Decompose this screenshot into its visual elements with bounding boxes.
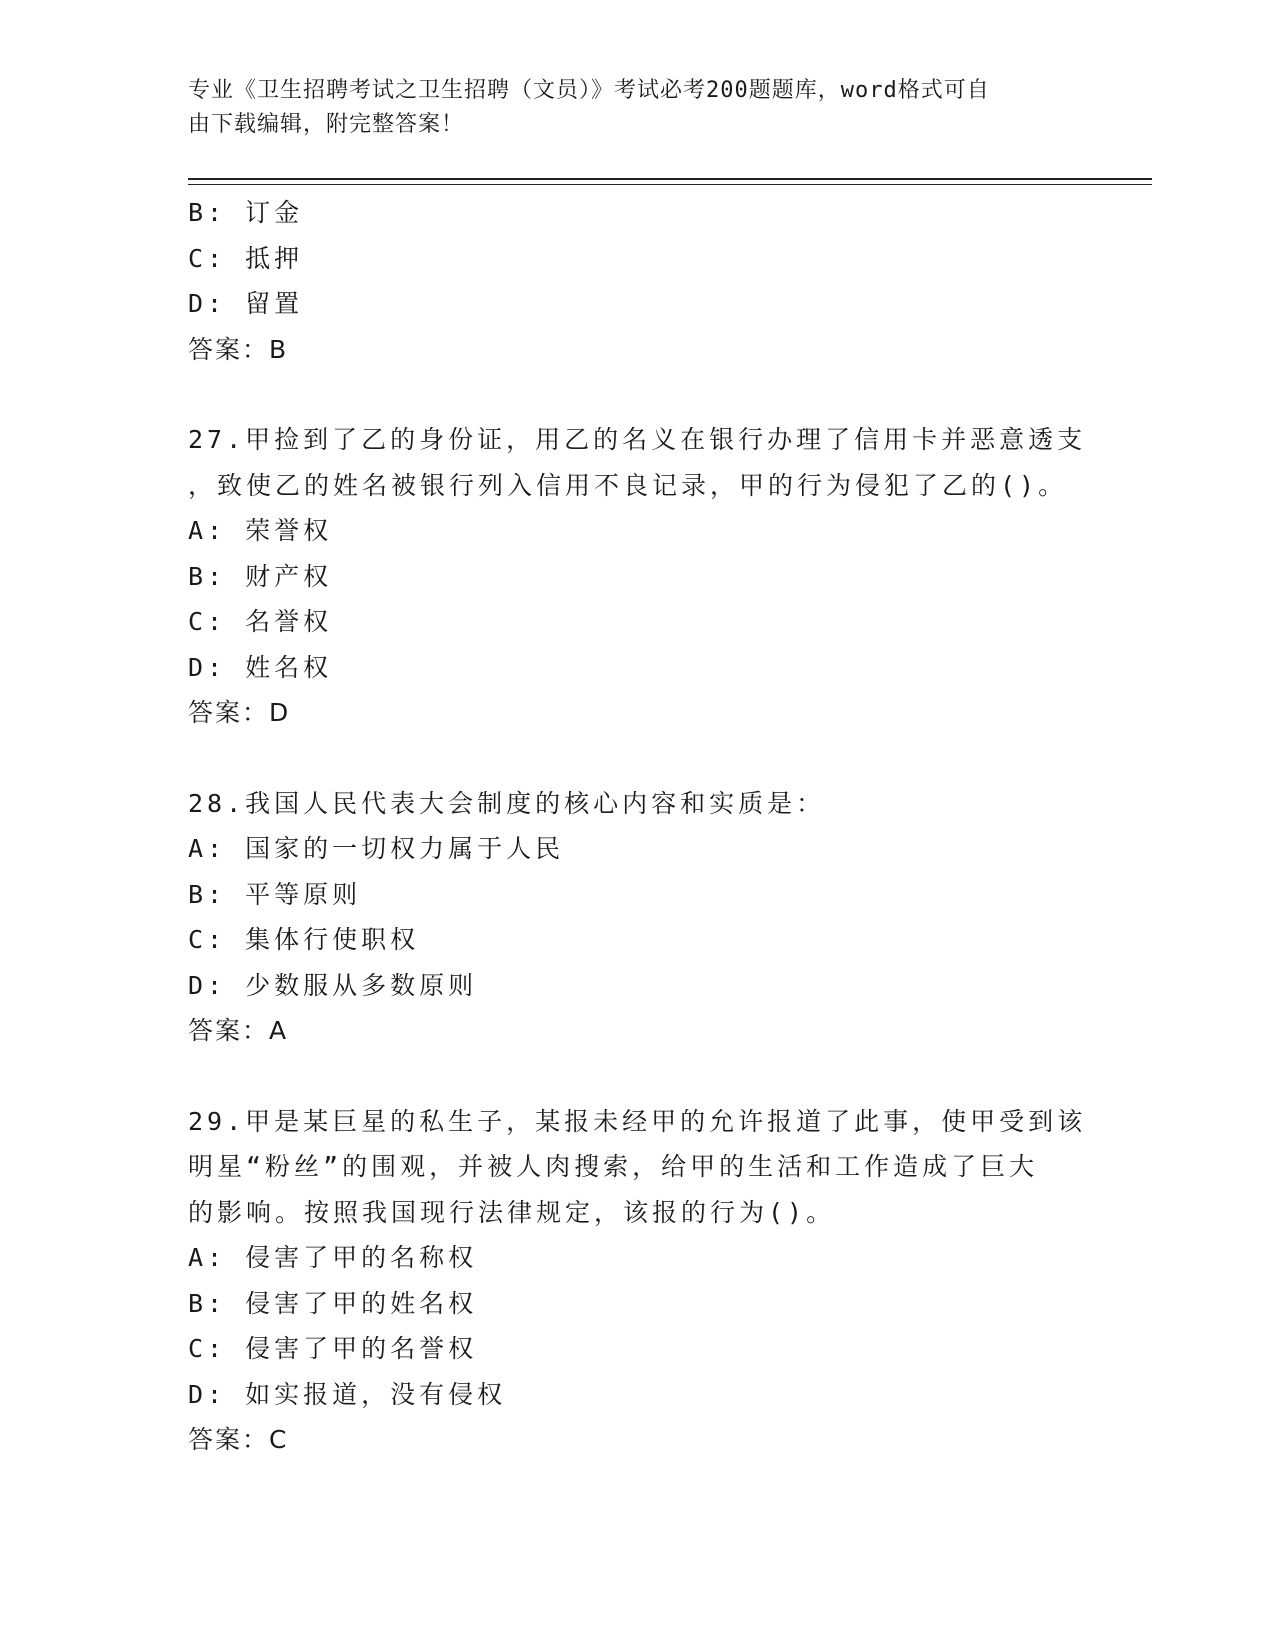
- question-stem: 的影响。按照我国现行法律规定，该报的行为()。: [188, 1197, 836, 1227]
- header-divider-thick: [188, 178, 1152, 180]
- question-stem: 28.我国人民代表大会制度的核心内容和实质是：: [188, 788, 826, 818]
- question-28: [188, 781, 1088, 1054]
- option-d: D: 留置: [188, 289, 304, 318]
- option-c: C: 名誉权: [188, 607, 333, 636]
- question-26-partial: [188, 190, 1088, 372]
- option-c: C: 抵押: [188, 243, 304, 273]
- document-header: [188, 74, 1068, 142]
- question-27: [188, 417, 1088, 736]
- header-line-1: 专业《卫生招聘考试之卫生招聘（文员）》考试必考200题题库，word格式可自: [188, 78, 990, 103]
- answer-line: 答案：C: [188, 1425, 289, 1454]
- answer-line: 答案：A: [188, 1016, 289, 1045]
- question-stem: 27.甲捡到了乙的身份证，用乙的名义在银行办理了信用卡并恶意透支: [188, 425, 1087, 454]
- answer-line: 答案：D: [188, 698, 291, 727]
- header-line-2: 由下载编辑，附完整答案！: [188, 112, 465, 137]
- header-divider-thin: [188, 184, 1152, 185]
- option-b: B: 财产权: [188, 561, 333, 591]
- answer-line: 答案：B: [188, 334, 289, 364]
- option-a: A: 侵害了甲的名称权: [188, 1243, 478, 1272]
- option-b: B: 订金: [188, 198, 304, 227]
- question-list: [188, 190, 1088, 1463]
- option-a: A: 荣誉权: [188, 516, 333, 545]
- option-b: B: 侵害了甲的姓名权: [188, 1288, 478, 1318]
- question-stem: 明星“粉丝”的围观，并被人肉搜索，给甲的生活和工作造成了巨大: [188, 1152, 1039, 1181]
- option-a: A: 国家的一切权力属于人民: [188, 834, 565, 863]
- option-b: B: 平等原则: [188, 879, 362, 909]
- option-d: D: 少数服从多数原则: [188, 970, 478, 1000]
- option-d: D: 如实报道，没有侵权: [188, 1379, 507, 1409]
- option-c: C: 集体行使职权: [188, 925, 420, 954]
- question-stem: ，致使乙的姓名被银行列入信用不良记录，甲的行为侵犯了乙的()。: [188, 470, 1068, 500]
- option-c: C: 侵害了甲的名誉权: [188, 1334, 478, 1363]
- question-stem: 29.甲是某巨星的私生子，某报未经甲的允许报道了此事，使甲受到该: [188, 1106, 1087, 1136]
- question-29: [188, 1099, 1088, 1463]
- option-d: D: 姓名权: [188, 652, 333, 682]
